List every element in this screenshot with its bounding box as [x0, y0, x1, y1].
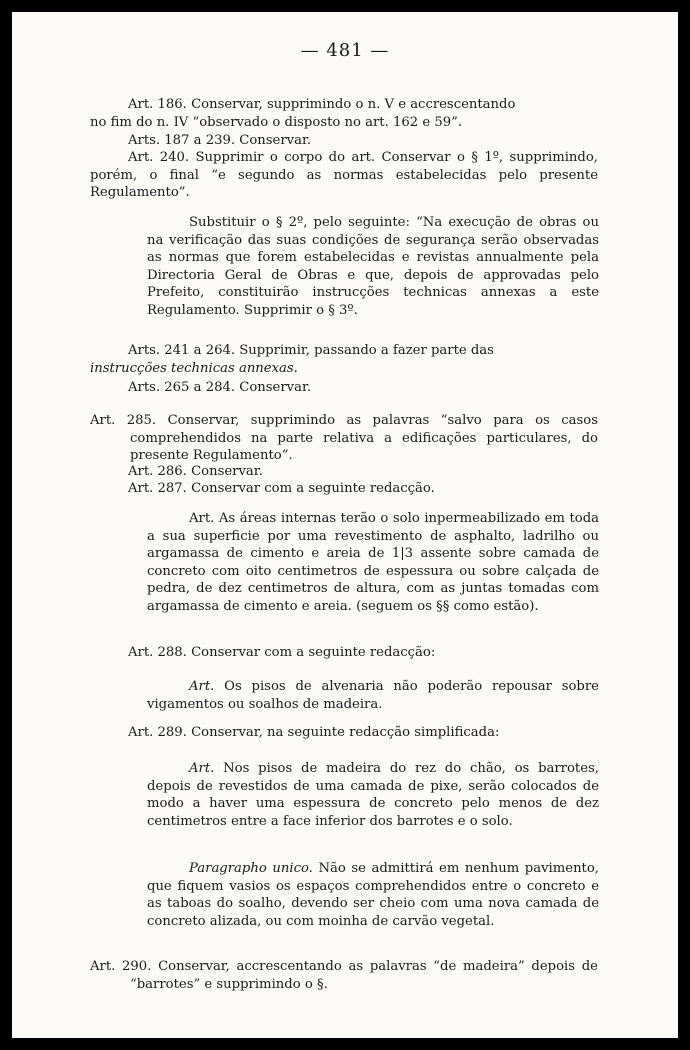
arts-265-284: Arts. 265 a 284. Conservar.	[128, 380, 312, 395]
art-288-label: Art.	[189, 679, 215, 694]
page-number: — 481 —	[300, 40, 390, 61]
paragrapho-unico-body: Não se admittirá em nenhum pavimento, que fiquem vasios os espaços comprehendidos entre o concreto e as taboas do soalho, devendo ser cheio com uma nova camada de concreto alizada, ou com moinha de carvão vegetal.	[147, 861, 599, 929]
art-186	[90, 96, 598, 131]
arts-241-264	[90, 342, 598, 377]
paragrapho-unico-label: Paragrapho unico.	[189, 861, 313, 876]
arts-241-264-line-1: Arts. 241 a 264. Supprimir, passando a fazer parte das	[128, 343, 494, 358]
art-287-redaction-text: Art. As áreas internas terão o solo inpermeabilizado em toda a sua superficie por uma revestimento de asphalto, ladrilho ou argamassa de cimento e areia de 1|3 assente sobre camada de concreto com oito centimetros de espessura ou sobre calçada de pedra, de dez centimetros de altura, com as juntas tomadas com argamassa de cimento e areia. (seguem os §§ como estão).	[147, 511, 599, 614]
art-288: Art. 288. Conservar com a seguinte redacção:	[128, 645, 436, 660]
art-289-body: Nos pisos de madeira do rez do chão, os barrotes, depois de revestidos de uma camada de pixe, serão colocados de modo a haver uma espessura de concreto pelo menos de dez centimetros entre a face inferior dos barrotes e o solo.	[147, 761, 599, 829]
art-186-line-2: no fim do n. IV “observado o disposto no art. 162 e 59”.	[90, 114, 463, 130]
arts-187-239: Arts. 187 a 239. Conservar.	[128, 133, 312, 148]
document-page	[12, 12, 678, 1038]
art-288-redaction-text	[147, 678, 599, 713]
art-286: Art. 286. Conservar.	[128, 464, 263, 479]
paragrapho-unico-text	[147, 860, 599, 930]
art-289-label: Art.	[189, 761, 215, 776]
art-287: Art. 287. Conservar com a seguinte redacção.	[128, 481, 435, 496]
art-289-redaction-text	[147, 760, 599, 830]
art-287-redaction	[147, 510, 599, 616]
art-290: Art. 290. Conservar, accrescentando as palavras “de madeira” depois de “barrotes” e supprimindo o §.	[90, 959, 598, 992]
art-289-redaction	[147, 760, 599, 830]
art-285: Art. 285. Conservar, supprimindo as palavras “salvo para os casos comprehendidos na parte relativa a edificações particulares, do presente Regulamento”.	[90, 413, 598, 464]
art-288-redaction	[147, 678, 599, 713]
art-186-line-1: Art. 186. Conservar, supprimindo o n. V e accrescentando	[128, 97, 516, 112]
art-240-substitution	[147, 214, 599, 320]
arts-241-264-line-2: instrucções technicas annexas.	[90, 360, 298, 376]
paragrapho-unico	[147, 860, 599, 930]
art-289: Art. 289. Conservar, na seguinte redacção simplificada:	[128, 725, 500, 740]
art-288-body: Os pisos de alvenaria não poderão repousar sobre vigamentos ou soalhos de madeira.	[147, 679, 599, 712]
art-240: Art. 240. Supprimir o corpo do art. Conservar o § 1º, supprimindo, porém, o final “e segundo as normas estabelecidas pelo presente Regulamento”.	[90, 150, 598, 201]
art-240-substitution-text: Substituir o § 2º, pelo seguinte: “Na execução de obras ou na verificação das suas condições de segurança serão observadas as normas que forem estabelecidas e revistas annualmente pela Directoria Geral de Obras e que, depois de approvadas pelo Prefeito, constituirão instrucções technicas annexas a este Regulamento. Supprimir o § 3º.	[147, 215, 599, 318]
